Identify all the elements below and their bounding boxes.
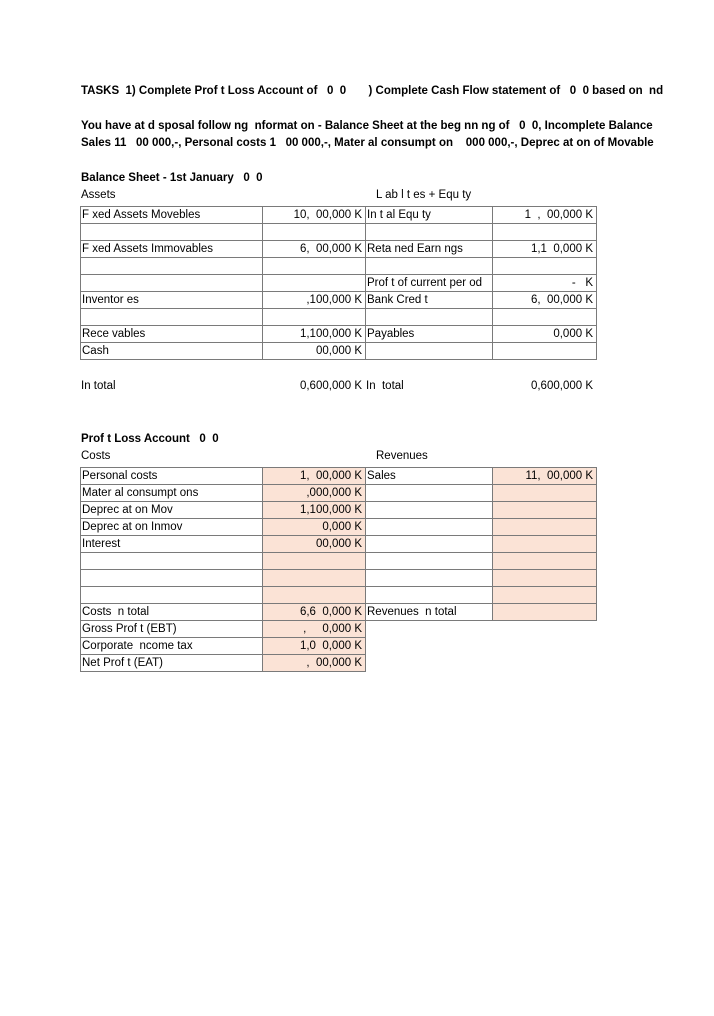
profit-loss-row — [81, 604, 597, 621]
liability-label — [366, 224, 493, 241]
balance-sheet-row — [81, 343, 597, 360]
asset-label — [81, 258, 263, 275]
balance-sheet-row — [81, 258, 597, 275]
profit-loss-table — [80, 467, 597, 672]
revenue-label: Sales — [366, 468, 493, 485]
cost-label — [81, 570, 263, 587]
revenue-value — [493, 536, 597, 553]
profit-loss-row — [81, 502, 597, 519]
revenue-value: 11, 00,000 K — [493, 468, 597, 485]
asset-value — [263, 258, 366, 275]
asset-value: 10, 00,000 K — [263, 207, 366, 224]
cost-value — [263, 587, 366, 604]
asset-label: F xed Assets Immovables — [81, 241, 263, 258]
liabilities-header: L ab l t es + Equ ty — [376, 189, 472, 201]
cost-label: Deprec at on Inmov — [81, 519, 263, 536]
profit-summary-row — [81, 655, 597, 672]
asset-label — [81, 224, 263, 241]
revenue-value — [493, 587, 597, 604]
asset-value — [263, 224, 366, 241]
revenue-value — [493, 502, 597, 519]
total-left-label: In total — [81, 380, 116, 392]
asset-label — [81, 309, 263, 326]
asset-value: 00,000 K — [263, 343, 366, 360]
cost-value: ,000,000 K — [263, 485, 366, 502]
intro-line-1: You have at d sposal follow ng nformat on - Balance Sheet at the beg nn ng of 0 0, Incomplete Balance — [81, 120, 653, 132]
balance-sheet-totals — [80, 378, 596, 394]
revenue-label — [366, 570, 493, 587]
revenue-value — [493, 519, 597, 536]
balance-sheet-row — [81, 275, 597, 292]
liability-value — [493, 309, 597, 326]
balance-sheet-row — [81, 292, 597, 309]
asset-value: 6, 00,000 K — [263, 241, 366, 258]
assets-header: Assets — [81, 189, 116, 201]
cost-value: 6,6 0,000 K — [263, 604, 366, 621]
cost-label: Mater al consumpt ons — [81, 485, 263, 502]
liability-value — [493, 343, 597, 360]
balance-sheet-row — [81, 224, 597, 241]
profit-loss-row — [81, 536, 597, 553]
revenue-label: Revenues n total — [366, 604, 493, 621]
cost-label: Deprec at on Mov — [81, 502, 263, 519]
revenue-label — [366, 536, 493, 553]
summary-value: , 0,000 K — [263, 621, 366, 638]
total-right-value: 0,600,000 K — [530, 380, 593, 392]
total-left-value: 0,600,000 K — [299, 380, 362, 392]
profit-summary-row — [81, 638, 597, 655]
cost-label: Personal costs — [81, 468, 263, 485]
empty-cell — [366, 655, 493, 672]
revenue-value — [493, 485, 597, 502]
summary-value: 1,0 0,000 K — [263, 638, 366, 655]
revenue-label — [366, 485, 493, 502]
cost-label: Interest — [81, 536, 263, 553]
revenues-header: Revenues — [376, 450, 428, 462]
liability-value: 0,000 K — [493, 326, 597, 343]
cost-value: 1,100,000 K — [263, 502, 366, 519]
profit-loss-row — [81, 553, 597, 570]
revenue-value — [493, 604, 597, 621]
asset-label — [81, 275, 263, 292]
profit-loss-row — [81, 468, 597, 485]
liability-value: 1,1 0,000 K — [493, 241, 597, 258]
empty-cell — [366, 621, 493, 638]
liability-value — [493, 224, 597, 241]
costs-header: Costs — [81, 450, 111, 462]
liability-label: Payables — [366, 326, 493, 343]
intro-line-2: Sales 11 00 000,-, Personal costs 1 00 000,-, Mater al consumpt on 000 000,-, Deprec at on of Movable — [81, 137, 654, 149]
cost-label — [81, 553, 263, 570]
cost-label — [81, 587, 263, 604]
asset-value — [263, 309, 366, 326]
cost-value: 0,000 K — [263, 519, 366, 536]
profit-loss-row — [81, 570, 597, 587]
summary-label: Gross Prof t (EBT) — [81, 621, 263, 638]
cost-value — [263, 570, 366, 587]
profit-summary-row — [81, 621, 597, 638]
total-right-label: In total — [366, 380, 404, 392]
asset-value: 1,100,000 K — [263, 326, 366, 343]
balance-sheet-title: Balance Sheet - 1st January 0 0 — [81, 172, 263, 184]
empty-cell — [493, 621, 597, 638]
revenue-label — [366, 553, 493, 570]
revenue-value — [493, 570, 597, 587]
liability-label: Bank Cred t — [366, 292, 493, 309]
revenue-label — [366, 502, 493, 519]
asset-label: Rece vables — [81, 326, 263, 343]
cost-value: 1, 00,000 K — [263, 468, 366, 485]
asset-value: ,100,000 K — [263, 292, 366, 309]
cost-value — [263, 553, 366, 570]
balance-sheet-row — [81, 207, 597, 224]
cost-value: 00,000 K — [263, 536, 366, 553]
empty-cell — [366, 638, 493, 655]
summary-label: Corporate ncome tax — [81, 638, 263, 655]
revenue-label — [366, 519, 493, 536]
balance-sheet-row — [81, 241, 597, 258]
liability-label — [366, 258, 493, 275]
profit-loss-title: Prof t Loss Account 0 0 — [81, 433, 219, 445]
asset-label: Inventor es — [81, 292, 263, 309]
revenue-label — [366, 587, 493, 604]
summary-label: Net Prof t (EAT) — [81, 655, 263, 672]
profit-loss-row — [81, 587, 597, 604]
profit-loss-row — [81, 519, 597, 536]
asset-value — [263, 275, 366, 292]
asset-label: Cash — [81, 343, 263, 360]
liability-value: 1 , 00,000 K — [493, 207, 597, 224]
asset-label: F xed Assets Movebles — [81, 207, 263, 224]
balance-sheet-table — [80, 206, 597, 360]
liability-label: Reta ned Earn ngs — [366, 241, 493, 258]
liability-value: 6, 00,000 K — [493, 292, 597, 309]
summary-value: , 00,000 K — [263, 655, 366, 672]
totals-row — [80, 378, 596, 394]
balance-sheet-row — [81, 326, 597, 343]
cost-label: Costs n total — [81, 604, 263, 621]
empty-cell — [493, 638, 597, 655]
liability-label: Prof t of current per od — [366, 275, 493, 292]
liability-label: In t al Equ ty — [366, 207, 493, 224]
empty-cell — [493, 655, 597, 672]
revenue-value — [493, 553, 597, 570]
liability-value — [493, 258, 597, 275]
liability-label — [366, 343, 493, 360]
liability-value: - K — [493, 275, 597, 292]
balance-sheet-row — [81, 309, 597, 326]
tasks-line: TASKS 1) Complete Prof t Loss Account of 0 0 ) Complete Cash Flow statement of 0 0 based on nd — [81, 85, 664, 97]
liability-label — [366, 309, 493, 326]
profit-loss-row — [81, 485, 597, 502]
